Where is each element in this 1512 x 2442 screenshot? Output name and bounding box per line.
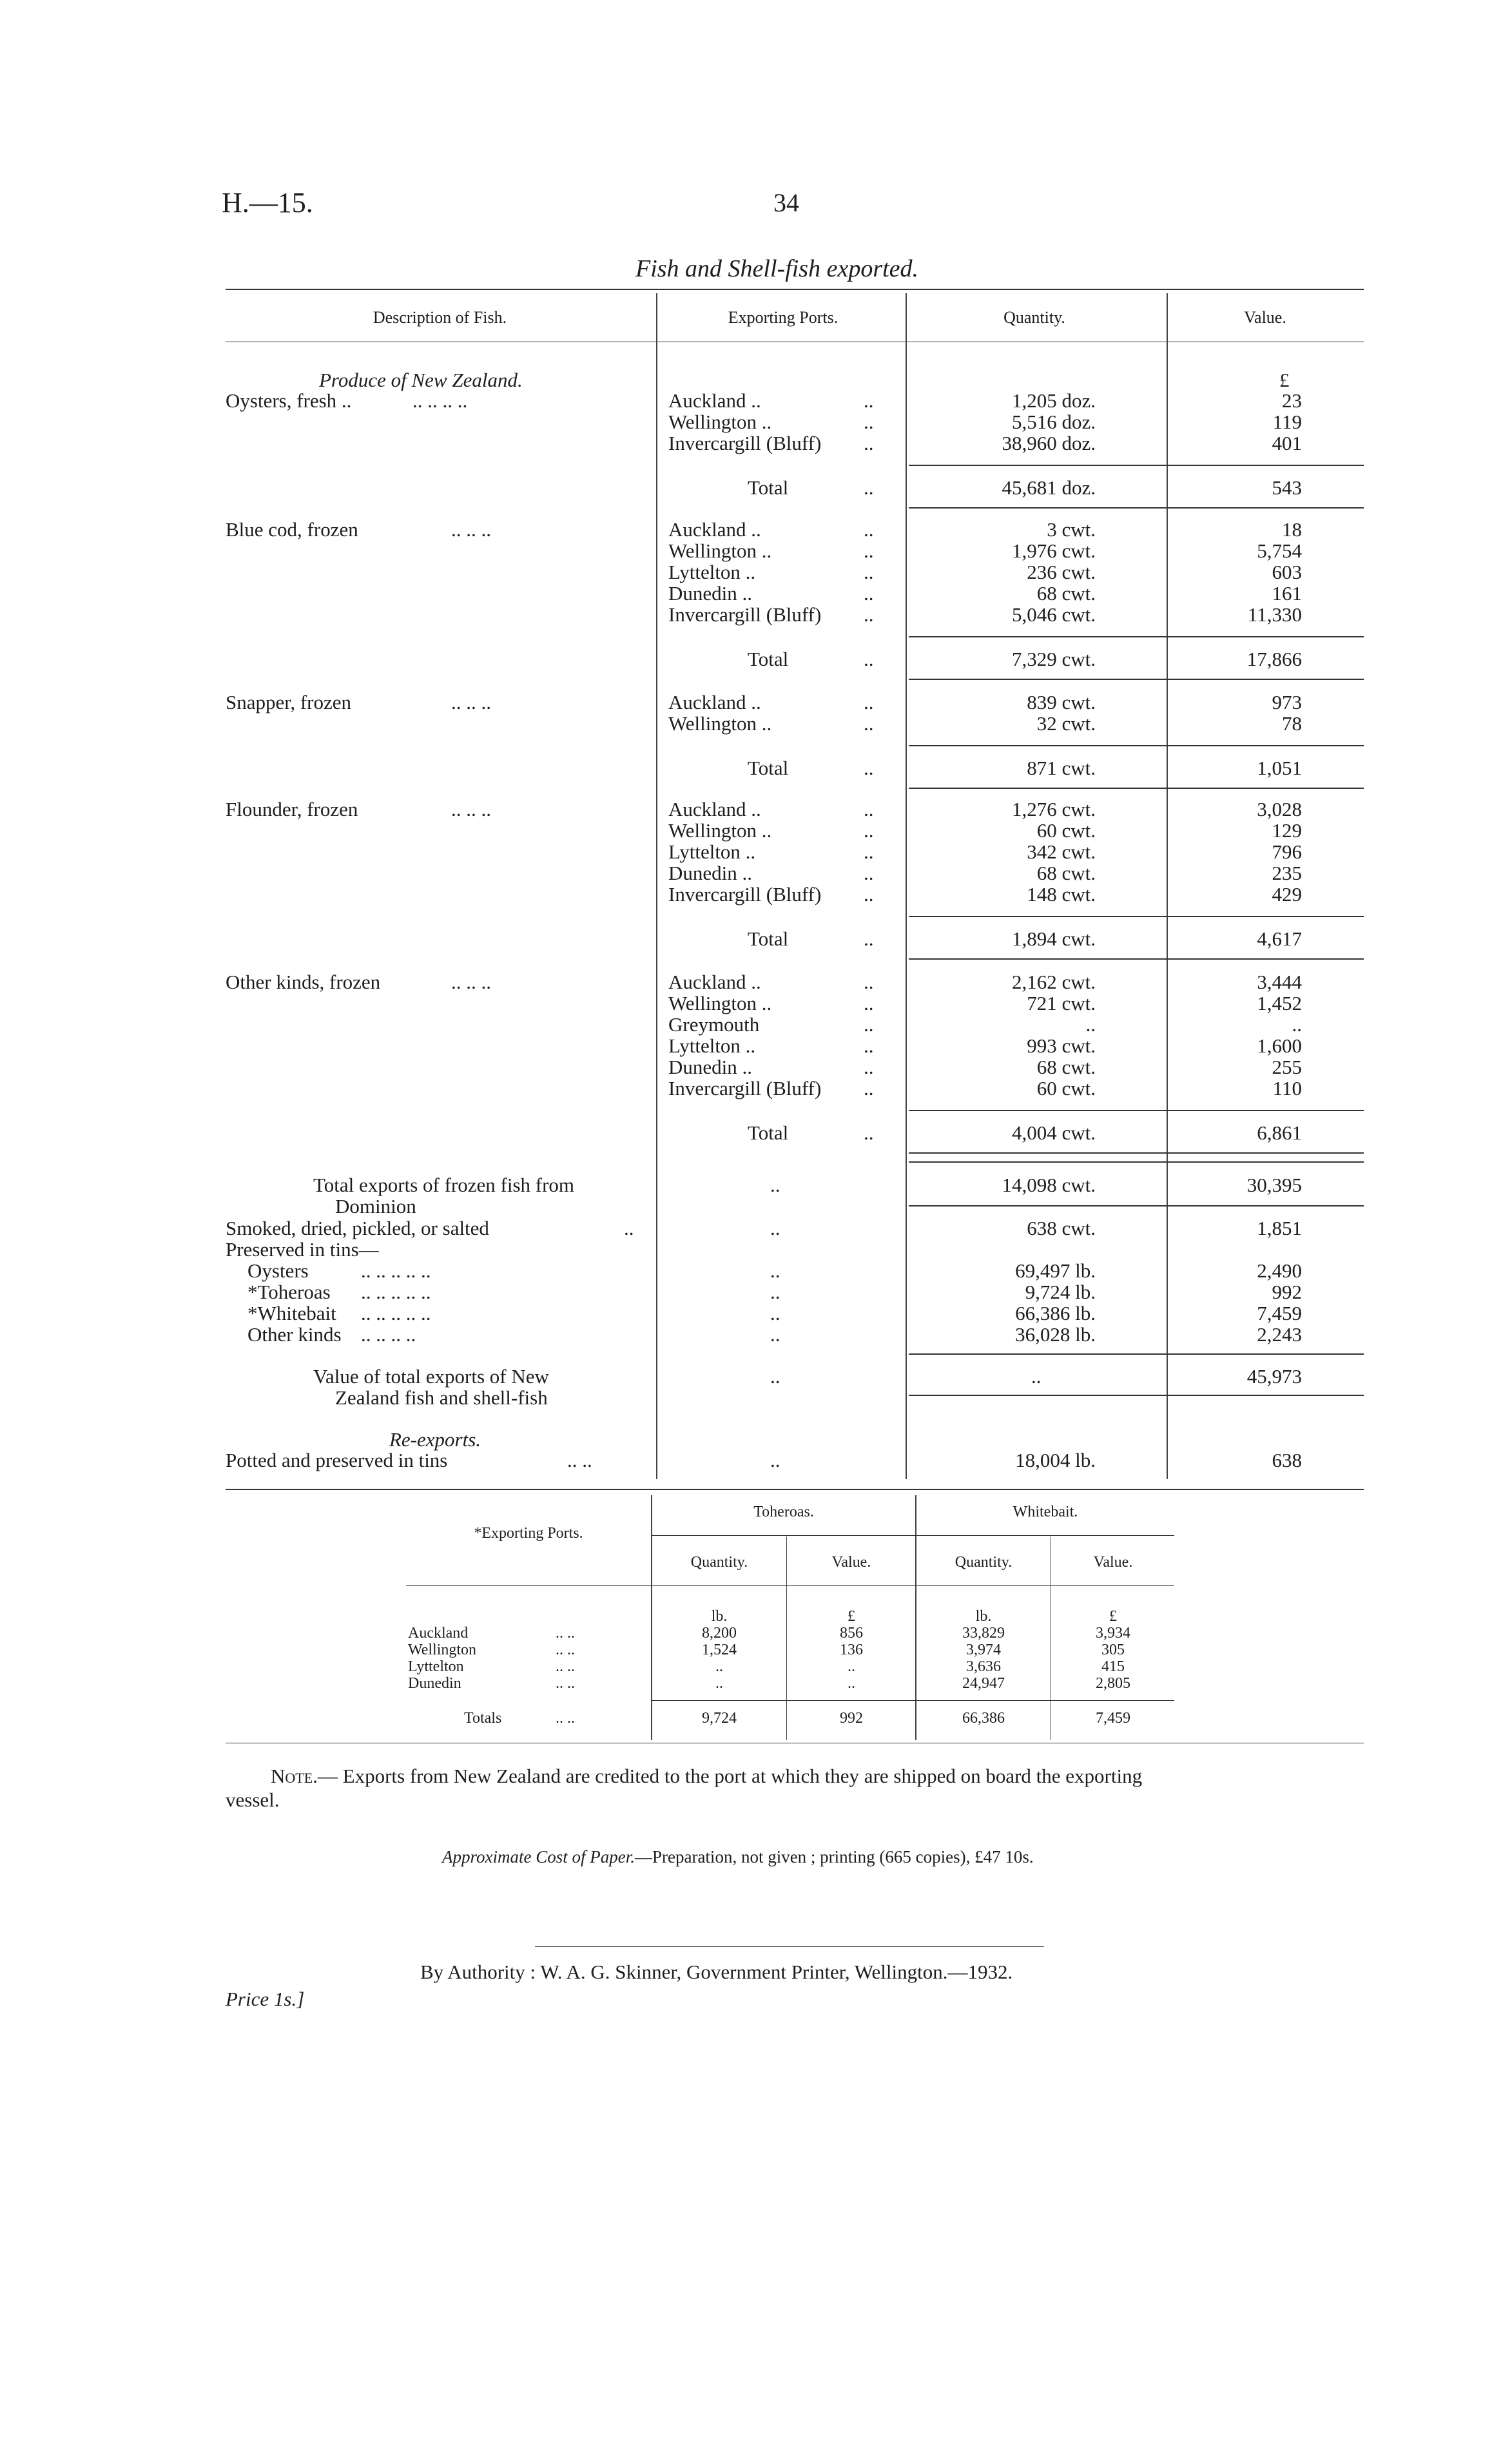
total-label: Total — [748, 1121, 789, 1144]
sub-totals-label: Totals — [464, 1710, 502, 1727]
sub-unit-w-val: £ — [1109, 1608, 1117, 1625]
preserved-dots: .. .. .. .. .. — [361, 1281, 431, 1303]
produce-heading: Produce of New Zealand. — [319, 369, 523, 391]
sub-t-qty: .. — [715, 1658, 723, 1675]
value-cell: 1,452 — [1257, 992, 1302, 1014]
port-name: Wellington .. — [668, 819, 772, 842]
value-total-label-1: Value of total exports of New — [313, 1365, 549, 1388]
port-dots: .. — [864, 582, 874, 605]
reexports-ports: .. — [770, 1449, 780, 1471]
sub-group-rule — [652, 1535, 1174, 1536]
total-top-rule — [909, 916, 1364, 917]
quantity-cell: 68 cwt. — [1036, 862, 1096, 884]
value-cell: 78 — [1282, 712, 1302, 735]
smoked-quantity: 638 cwt. — [1027, 1217, 1096, 1239]
cost-label: Approximate Cost of Paper. — [442, 1847, 635, 1866]
note-line-2: vessel. — [226, 1788, 280, 1811]
port-name: Invercargill (Bluff) — [668, 432, 822, 454]
sub-t-qty: 8,200 — [702, 1625, 737, 1642]
sub-t-qty: .. — [715, 1675, 723, 1692]
sub-w-qty: 33,829 — [962, 1625, 1005, 1642]
quantity-cell: .. — [1085, 1013, 1096, 1036]
sub-header-whitebait: Whitebait. — [1013, 1504, 1078, 1520]
total-label: Total — [748, 476, 789, 499]
table-top-rule — [226, 289, 1364, 290]
fish-group-dots: .. .. .. .. — [412, 389, 468, 412]
total-quantity: 7,329 cwt. — [1011, 648, 1096, 670]
preserved-label: Oysters — [247, 1259, 309, 1282]
sub-t-val: 136 — [840, 1642, 863, 1658]
value-cell: 1,600 — [1257, 1034, 1302, 1057]
quantity-cell: 5,516 doz. — [1011, 411, 1096, 433]
smoked-label: Smoked, dried, pickled, or salted — [226, 1217, 489, 1239]
quantity-cell: 3 cwt. — [1047, 518, 1096, 541]
total-dots: .. — [864, 757, 874, 779]
port-name: Greymouth — [668, 1013, 760, 1036]
quantity-cell: 236 cwt. — [1027, 561, 1096, 583]
sub-unit-t-qty: lb. — [711, 1608, 728, 1625]
page-number: 34 — [773, 188, 799, 217]
port-dots: .. — [864, 432, 874, 454]
reexports-label: Potted and preserved in tins — [226, 1449, 448, 1471]
price-line: Price 1s.] — [226, 1988, 305, 2010]
total-top-rule — [909, 745, 1364, 746]
preserved-label: *Toheroas — [247, 1281, 331, 1303]
sub-totals-dots: .. .. — [556, 1710, 575, 1727]
smoked-dots: .. — [624, 1217, 634, 1239]
value-total-ports: .. — [770, 1365, 780, 1388]
quantity-cell: 993 cwt. — [1027, 1034, 1096, 1057]
port-dots: .. — [864, 691, 874, 713]
sub-w-val: 415 — [1101, 1658, 1125, 1675]
col-header-value: Value. — [1244, 308, 1286, 327]
table-title: Fish and Shell-fish exported. — [635, 255, 919, 282]
total-dots: .. — [864, 648, 874, 670]
preserved-label: *Whitebait — [247, 1302, 336, 1324]
sub-w-val: 3,934 — [1096, 1625, 1130, 1642]
col-header-quantity: Quantity. — [1003, 308, 1065, 327]
port-dots: .. — [864, 819, 874, 842]
value-cell: 5,754 — [1257, 539, 1302, 562]
frozen-total-bottom-rule — [909, 1205, 1364, 1206]
frozen-total-top-rule — [909, 1161, 1364, 1163]
note-text: — Exports from New Zealand are credited to the port at which they are shipped on board the exporting — [317, 1765, 1143, 1787]
total-label: Total — [748, 927, 789, 950]
total-value: 6,861 — [1257, 1121, 1302, 1144]
value-cell: 973 — [1272, 691, 1302, 713]
frozen-total-value: 30,395 — [1246, 1174, 1302, 1196]
value-cell: 3,028 — [1257, 798, 1302, 820]
currency-symbol: £ — [1279, 369, 1290, 391]
sub-port-dots: .. .. — [556, 1658, 575, 1675]
value-total-top-rule — [909, 1353, 1364, 1355]
sub-unit-t-val: £ — [848, 1608, 855, 1625]
authority-line: By Authority : W. A. G. Skinner, Government Printer, Wellington.—1932. — [420, 1961, 1013, 1983]
sub-totals-t-qty: 9,724 — [702, 1710, 737, 1727]
port-dots: .. — [864, 798, 874, 820]
value-cell: 3,444 — [1257, 971, 1302, 993]
quantity-cell: 1,276 cwt. — [1011, 798, 1096, 820]
note-line-1 — [271, 1766, 1142, 1786]
preserved-dots: .. .. .. .. — [361, 1323, 416, 1346]
cost-text: —Preparation, not given ; printing (665 copies), £47 10s. — [634, 1847, 1034, 1866]
table-bottom-rule — [226, 1489, 1364, 1490]
port-name: Wellington .. — [668, 411, 772, 433]
sub-header-w-value: Value. — [1093, 1554, 1133, 1571]
cost-line — [442, 1848, 1034, 1866]
sub-port-dots: .. .. — [556, 1625, 575, 1642]
sub-port-name: Wellington — [408, 1642, 477, 1658]
sub-t-val: .. — [848, 1658, 855, 1675]
sub-port-name: Dunedin — [408, 1675, 461, 1692]
sub-totals-w-qty: 66,386 — [962, 1710, 1005, 1727]
sub-port-dots: .. .. — [556, 1675, 575, 1692]
value-cell: 255 — [1272, 1056, 1302, 1078]
port-name: Invercargill (Bluff) — [668, 883, 822, 906]
port-dots: .. — [864, 992, 874, 1014]
quantity-cell: 5,046 cwt. — [1011, 603, 1096, 626]
sub-totals-t-val: 992 — [840, 1710, 863, 1727]
port-name: Auckland .. — [668, 389, 761, 412]
total-bottom-rule — [909, 679, 1364, 680]
sub-header-ports: *Exporting Ports. — [474, 1525, 583, 1542]
value-cell: 23 — [1282, 389, 1302, 412]
preserved-heading: Preserved in tins— — [226, 1238, 379, 1261]
sub-separator-t — [786, 1536, 787, 1740]
sub-port-dots: .. .. — [556, 1642, 575, 1658]
report-reference: H.—15. — [222, 187, 313, 218]
quantity-cell: 148 cwt. — [1027, 883, 1096, 906]
value-total-quantity: .. — [1031, 1365, 1042, 1388]
preserved-ports: .. — [770, 1323, 780, 1346]
total-dots: .. — [864, 1121, 874, 1144]
reexports-heading: Re-exports. — [389, 1428, 481, 1451]
quantity-cell: 1,205 doz. — [1011, 389, 1096, 412]
preserved-value: 7,459 — [1257, 1302, 1302, 1324]
preserved-value: 2,490 — [1257, 1259, 1302, 1282]
frozen-total-quantity: 14,098 cwt. — [1002, 1174, 1096, 1196]
reexports-quantity: 18,004 lb. — [1015, 1449, 1096, 1471]
frozen-total-ports: .. — [770, 1174, 780, 1196]
value-cell: 429 — [1272, 883, 1302, 906]
fish-group-dots: .. .. .. — [451, 798, 491, 820]
port-name: Invercargill (Bluff) — [668, 603, 822, 626]
sub-w-val: 2,805 — [1096, 1675, 1130, 1692]
fish-group-name: Other kinds, frozen — [226, 971, 381, 993]
reexports-dots: .. .. — [567, 1449, 592, 1471]
preserved-ports: .. — [770, 1281, 780, 1303]
sub-port-name: Lyttelton — [408, 1658, 464, 1675]
value-cell: 235 — [1272, 862, 1302, 884]
sub-header-rule — [406, 1585, 1174, 1586]
port-name: Lyttelton .. — [668, 561, 756, 583]
preserved-ports: .. — [770, 1259, 780, 1282]
port-dots: .. — [864, 712, 874, 735]
smoked-value: 1,851 — [1257, 1217, 1302, 1239]
port-name: Auckland .. — [668, 691, 761, 713]
sub-t-qty: 1,524 — [702, 1642, 737, 1658]
quantity-cell: 721 cwt. — [1027, 992, 1096, 1014]
quantity-cell: 32 cwt. — [1036, 712, 1096, 735]
sub-w-val: 305 — [1101, 1642, 1125, 1658]
port-dots: .. — [864, 840, 874, 863]
sub-totals-w-val: 7,459 — [1096, 1710, 1130, 1727]
port-name: Dunedin .. — [668, 582, 753, 605]
port-name: Invercargill (Bluff) — [668, 1077, 822, 1100]
value-total-label-2: Zealand fish and shell-fish — [335, 1386, 548, 1409]
total-value: 17,866 — [1246, 648, 1302, 670]
port-dots: .. — [864, 1034, 874, 1057]
value-cell: 796 — [1272, 840, 1302, 863]
port-dots: .. — [864, 561, 874, 583]
sub-t-val: .. — [848, 1675, 855, 1692]
sub-totals-rule — [652, 1700, 1174, 1701]
quantity-cell: 60 cwt. — [1036, 819, 1096, 842]
smoked-ports: .. — [770, 1217, 780, 1239]
fish-group-name: Snapper, frozen — [226, 691, 352, 713]
sub-w-qty: 3,974 — [966, 1642, 1001, 1658]
port-dots: .. — [864, 411, 874, 433]
quantity-cell: 342 cwt. — [1027, 840, 1096, 863]
value-cell: .. — [1292, 1013, 1302, 1036]
port-name: Dunedin .. — [668, 1056, 753, 1078]
total-value: 1,051 — [1257, 757, 1302, 779]
sub-header-w-quantity: Quantity. — [955, 1554, 1013, 1571]
port-name: Wellington .. — [668, 992, 772, 1014]
note-label: Note. — [271, 1765, 318, 1787]
preserved-quantity: 9,724 lb. — [1025, 1281, 1096, 1303]
total-bottom-rule — [909, 788, 1364, 789]
value-cell: 119 — [1272, 411, 1302, 433]
port-dots: .. — [864, 971, 874, 993]
port-dots: .. — [864, 1056, 874, 1078]
preserved-quantity: 66,386 lb. — [1015, 1302, 1096, 1324]
port-name: Lyttelton .. — [668, 840, 756, 863]
preserved-value: 992 — [1272, 1281, 1302, 1303]
total-top-rule — [909, 636, 1364, 637]
preserved-label: Other kinds — [247, 1323, 342, 1346]
value-cell: 129 — [1272, 819, 1302, 842]
port-dots: .. — [864, 389, 874, 412]
quantity-cell: 1,976 cwt. — [1011, 539, 1096, 562]
total-label: Total — [748, 757, 789, 779]
total-quantity: 871 cwt. — [1027, 757, 1096, 779]
value-cell: 110 — [1272, 1077, 1302, 1100]
sub-w-qty: 3,636 — [966, 1658, 1001, 1675]
col-separator-3 — [1167, 293, 1168, 1479]
port-name: Wellington .. — [668, 712, 772, 735]
total-quantity: 1,894 cwt. — [1011, 927, 1096, 950]
sub-header-t-value: Value. — [831, 1554, 871, 1571]
quantity-cell: 68 cwt. — [1036, 582, 1096, 605]
sub-w-qty: 24,947 — [962, 1675, 1005, 1692]
value-total-value: 45,973 — [1246, 1365, 1302, 1388]
sub-t-val: 856 — [840, 1625, 863, 1642]
fish-group-name: Blue cod, frozen — [226, 518, 358, 541]
sub-header-t-quantity: Quantity. — [690, 1554, 748, 1571]
port-name: Auckland .. — [668, 518, 761, 541]
total-value: 4,617 — [1257, 927, 1302, 950]
fish-group-dots: .. .. .. — [451, 518, 491, 541]
value-cell: 18 — [1282, 518, 1302, 541]
value-cell: 161 — [1272, 582, 1302, 605]
port-dots: .. — [864, 539, 874, 562]
col-header-description: Description of Fish. — [373, 308, 507, 327]
value-cell: 401 — [1272, 432, 1302, 454]
total-dots: .. — [864, 476, 874, 499]
total-quantity: 4,004 cwt. — [1011, 1121, 1096, 1144]
quantity-cell: 38,960 doz. — [1002, 432, 1096, 454]
preserved-ports: .. — [770, 1302, 780, 1324]
preserved-value: 2,243 — [1257, 1323, 1302, 1346]
value-total-bottom-rule — [909, 1395, 1364, 1396]
port-name: Dunedin .. — [668, 862, 753, 884]
value-cell: 11,330 — [1247, 603, 1302, 626]
sub-unit-w-qty: lb. — [975, 1608, 992, 1625]
port-dots: .. — [864, 1013, 874, 1036]
fish-group-name: Oysters, fresh .. — [226, 389, 352, 412]
preserved-quantity: 36,028 lb. — [1015, 1323, 1096, 1346]
total-bottom-rule — [909, 1152, 1364, 1154]
total-top-rule — [909, 1110, 1364, 1111]
frozen-total-label-1: Total exports of frozen fish from — [313, 1174, 575, 1196]
port-dots: .. — [864, 862, 874, 884]
preserved-quantity: 69,497 lb. — [1015, 1259, 1096, 1282]
fish-group-dots: .. .. .. — [451, 691, 491, 713]
total-dots: .. — [864, 927, 874, 950]
quantity-cell: 2,162 cwt. — [1011, 971, 1096, 993]
port-dots: .. — [864, 1077, 874, 1100]
port-name: Wellington .. — [668, 539, 772, 562]
col-separator-2 — [906, 293, 907, 1479]
total-bottom-rule — [909, 507, 1364, 509]
port-dots: .. — [864, 883, 874, 906]
frozen-total-label-2: Dominion — [335, 1195, 416, 1217]
col-header-ports: Exporting Ports. — [728, 308, 838, 327]
total-label: Total — [748, 648, 789, 670]
col-separator-1 — [656, 293, 657, 1479]
port-name: Lyttelton .. — [668, 1034, 756, 1057]
value-cell: 603 — [1272, 561, 1302, 583]
reexports-value: 638 — [1272, 1449, 1302, 1471]
total-bottom-rule — [909, 958, 1364, 960]
port-name: Auckland .. — [668, 971, 761, 993]
port-dots: .. — [864, 603, 874, 626]
quantity-cell: 839 cwt. — [1027, 691, 1096, 713]
port-dots: .. — [864, 518, 874, 541]
total-quantity: 45,681 doz. — [1002, 476, 1096, 499]
quantity-cell: 68 cwt. — [1036, 1056, 1096, 1078]
sub-header-toheroas: Toheroas. — [753, 1504, 814, 1520]
total-value: 543 — [1272, 476, 1302, 499]
authority-rule — [535, 1946, 1044, 1947]
total-top-rule — [909, 465, 1364, 466]
quantity-cell: 60 cwt. — [1036, 1077, 1096, 1100]
sub-port-name: Auckland — [408, 1625, 469, 1642]
preserved-dots: .. .. .. .. .. — [361, 1259, 431, 1282]
fish-group-dots: .. .. .. — [451, 971, 491, 993]
fish-group-name: Flounder, frozen — [226, 798, 358, 820]
port-name: Auckland .. — [668, 798, 761, 820]
preserved-dots: .. .. .. .. .. — [361, 1302, 431, 1324]
